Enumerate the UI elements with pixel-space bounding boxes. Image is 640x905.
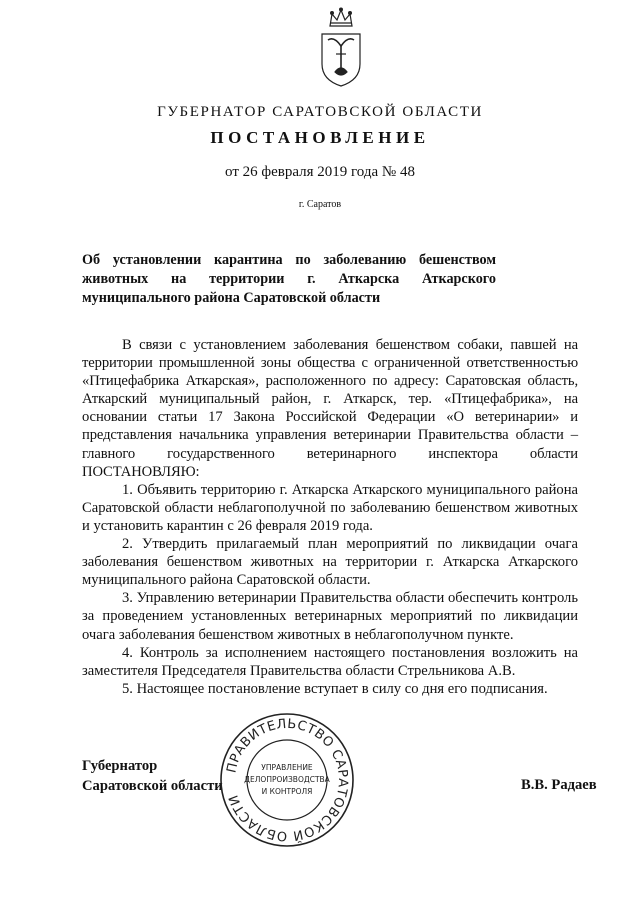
stamp-ring-text: ПРАВИТЕЛЬСТВО САРАТОВСКОЙ ОБЛАСТИ — [224, 716, 351, 844]
document-city: г. Саратов — [298, 199, 342, 210]
issuer-heading: ГУБЕРНАТОР САРАТОВСКОЙ ОБЛАСТИ — [157, 104, 483, 120]
signatory-name: В.В. Радаев — [521, 777, 597, 793]
document-body — [82, 336, 578, 698]
intro-paragraph: В связи с установлением заболевания бешенством собаки, павшей на территории промышленной зоны общества с ограниченной ответственностью «Птицефабрика Аткарская», расположенного по адресу: Саратовская область, Аткарский муниципальный район, г. Аткарск, тер. «Птицефабрика», на основании статьи 17 Закона Российской Федерации «О ветеринарии» и представления начальника управления ветеринарии Правительства области – главного государственного ветеринарного инспектора области ПОСТАНОВЛЯЮ: — [82, 337, 578, 480]
stamp-inner-line: ДЕЛОПРОИЗВОДСТВА — [244, 775, 330, 784]
subject-line: муниципального района Саратовской области — [82, 290, 381, 306]
stamp-inner-line: И КОНТРОЛЯ — [261, 787, 313, 796]
resolution-item: 5. Настоящее постановление вступает в силу со дня его подписания. — [122, 680, 548, 697]
document-subject — [82, 251, 496, 308]
official-stamp — [217, 710, 357, 850]
subject-line: животных на территории г. Аткарска Аткарского — [82, 271, 496, 287]
resolution-item: 3. Управлению ветеринарии Правительства области обеспечить контроль за проведением установленных ветеринарных мероприятий по ликвидации очага заболевания бешенством животных в неблагополучном пункте. — [82, 590, 578, 643]
resolution-item: 2. Утвердить прилагаемый план мероприятий по ликвидации очага заболевания бешенством животных на территории г. Аткарска Аткарского муниципального района Саратовской области. — [82, 536, 578, 589]
signatory-position-line: Саратовской области — [82, 778, 223, 794]
document-type-title: ПОСТАНОВЛЕНИЕ — [210, 128, 430, 147]
stamp-inner-line: УПРАВЛЕНИЕ — [261, 763, 313, 772]
resolution-item: 1. Объявить территорию г. Аткарска Аткарского муниципального района Саратовской области неблагополучной по заболеванию бешенством животных и установить карантин с 26 февраля 2019 года. — [82, 481, 578, 534]
subject-line: Об установлении карантина по заболеванию бешенством — [82, 252, 496, 268]
coat-of-arms-icon — [318, 6, 364, 88]
document-date-number: от 26 февраля 2019 года № 48 — [225, 164, 415, 180]
signatory-position — [82, 756, 223, 796]
resolution-item: 4. Контроль за исполнением настоящего постановления возложить на заместителя Председателя Правительства области Стрельникова А.В. — [82, 644, 578, 679]
signatory-position-line: Губернатор — [82, 758, 158, 774]
